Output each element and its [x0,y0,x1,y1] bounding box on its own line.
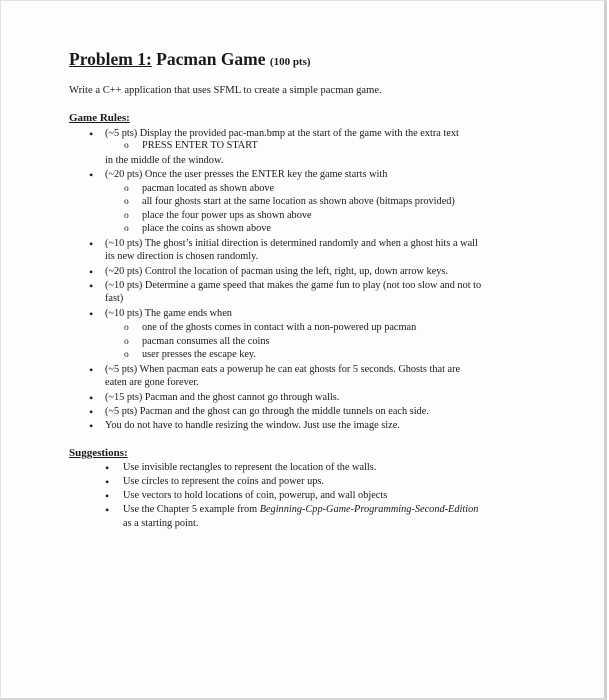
bullet: • [89,405,94,419]
rule-6-sub-1: one of the ghosts comes in contact with a non-powered up pacman [142,322,417,333]
rule-2-sub-4: place the coins as shown above [142,223,271,234]
rule-7-line-1: (~5 pts) When pacman eats a powerup he can eat ghosts for 5 seconds. Ghosts that are [105,364,461,375]
rule-5-line-1: (~10 pts) Determine a game speed that makes the game fun to play (not too slow and not to [105,280,482,291]
rule-8-line: (~15 pts) Pacman and the ghost cannot go through walls. [105,392,340,403]
sub-bullet: o [124,184,129,194]
rule-10-line: You do not have to handle resizing the window. Just use the image size. [105,420,400,431]
game-rules-heading: Game Rules: [69,112,130,124]
rule-6-sub-2: pacman consumes all the coins [142,336,270,347]
bullet: • [89,391,94,405]
sub-bullet: o [124,197,129,207]
sub-bullet: o [124,224,129,234]
rule-4-line: (~20 pts) Control the location of pacman using the left, right, up, down arrow keys. [105,266,449,277]
suggestion-2: Use circles to represent the coins and power ups. [123,476,325,487]
sub-bullet: o [124,350,129,360]
suggestion-4-line-1 [123,504,478,516]
bullet: • [89,168,94,182]
rule-1-line-1: (~5 pts) Display the provided pac-man.bmp at the start of the game with the extra text [105,128,459,139]
rule-2-sub-1: pacman located as shown above [142,183,275,194]
sub-bullet: o [124,211,129,221]
rule-1-line-2: in the middle of the window. [105,155,224,166]
book-title: Beginning-Cpp-Game-Programming-Second-Edition [259,504,479,515]
bullet: • [89,265,94,279]
bullet: • [105,489,110,503]
bullet: • [89,279,94,293]
rule-7-line-2: eaten are gone forever. [105,377,199,388]
suggestion-4-text: Use the Chapter 5 example from [123,504,260,515]
bullet: • [89,307,94,321]
rule-6-line: (~10 pts) The game ends when [105,308,232,319]
bullet: • [89,237,94,251]
bullet: • [89,419,94,433]
problem-points: (100 pts) [269,56,311,68]
sub-bullet: o [124,141,129,151]
rule-3-line-1: (~10 pts) The ghost’s initial direction is determined randomly and when a ghost hits a wall [105,238,478,249]
bullet: • [89,363,94,377]
suggestion-1: Use invisible rectangles to represent the location of the walls. [123,462,377,473]
rule-5-line-2: fast) [105,293,124,304]
rule-2-line: (~20 pts) Once the user presses the ENTER key the game starts with [105,169,388,180]
sub-bullet: o [124,323,129,333]
bullet: • [105,461,110,475]
bullet: • [105,503,110,517]
suggestion-3: Use vectors to hold locations of coin, powerup, and wall objects [123,490,388,501]
intro-text: Write a C++ application that uses SFML to create a simple pacman game. [69,85,382,96]
rule-2-sub-2: all four ghosts start at the same location as shown above (bitmaps provided) [142,196,455,207]
bullet: • [105,475,110,489]
problem-title [69,49,311,70]
rule-9-line: (~5 pts) Pacman and the ghost can go through the middle tunnels on each side. [105,406,429,417]
rule-3-line-2: its new direction is chosen randomly. [105,251,259,262]
rule-6-sub-3: user presses the escape key. [142,349,256,360]
sub-bullet: o [124,337,129,347]
problem-name: Pacman Game [156,49,266,69]
suggestions-heading: Suggestions: [69,447,128,459]
rule-2-sub-3: place the four power ups as shown above [142,210,312,221]
suggestion-4-line-2: as a starting point. [123,518,199,529]
rule-1-sub: PRESS ENTER TO START [142,140,258,151]
problem-label: Problem 1: [69,49,152,69]
bullet: • [89,127,94,141]
